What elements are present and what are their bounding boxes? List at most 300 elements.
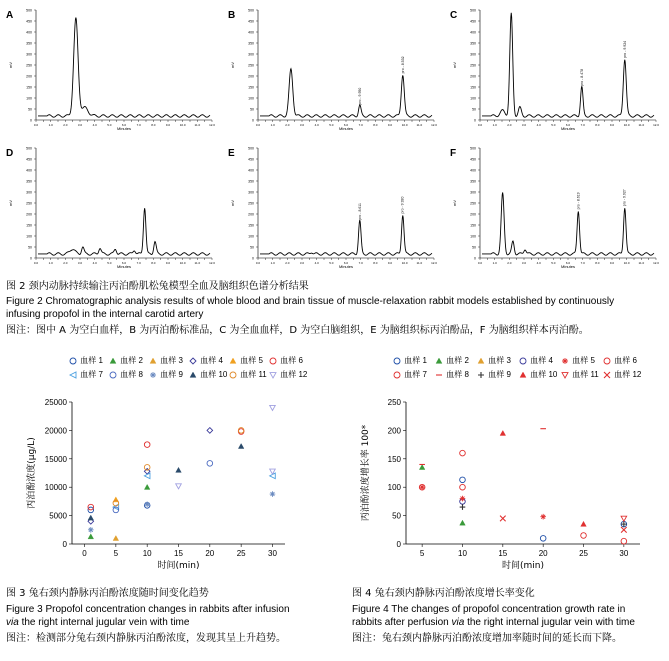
svg-text:250: 250 — [248, 201, 254, 206]
figure4-note: 图注：兔右颈内静脉丙泊酚浓度增加率随时间的延长而下降。 — [352, 633, 622, 644]
svg-text:8.0: 8.0 — [151, 261, 156, 265]
svg-text:7.0: 7.0 — [358, 123, 363, 127]
svg-text:0: 0 — [474, 118, 476, 123]
panel-label: C — [450, 10, 458, 21]
y-tick-label: 25000 — [44, 398, 67, 407]
svg-text:7.0: 7.0 — [358, 261, 363, 265]
svg-text:500: 500 — [470, 8, 476, 13]
svg-text:0.0: 0.0 — [33, 261, 39, 265]
svg-text:11.0: 11.0 — [416, 123, 423, 127]
y-unit-label: mV — [8, 200, 13, 206]
legend-symbol — [228, 356, 238, 366]
svg-text:300: 300 — [248, 190, 254, 195]
data-point — [176, 484, 182, 489]
svg-text:0.0: 0.0 — [255, 123, 261, 127]
data-point — [460, 504, 466, 510]
svg-text:300: 300 — [26, 52, 32, 57]
y-tick-label: 15000 — [44, 454, 67, 464]
data-point — [270, 491, 276, 497]
svg-text:8.0: 8.0 — [595, 261, 600, 265]
legend-symbol — [148, 370, 158, 380]
svg-text:50: 50 — [28, 107, 32, 112]
legend-symbol — [148, 356, 158, 366]
y-tick-label: 250 — [387, 398, 401, 407]
figure2-note: 图注：图中 A 为空白血样，B 为丙泊酚标准品，C 为全血血样，D 为空白脑组织，E 为脑组织标丙泊酚品，F 为脑组织样本丙泊酚。 — [6, 325, 589, 336]
x-unit-label: Minutes — [338, 126, 354, 131]
svg-text:100: 100 — [470, 234, 476, 239]
x-tick-label: 15 — [498, 549, 508, 558]
data-point — [621, 516, 627, 521]
legend-symbol — [188, 356, 198, 366]
svg-text:3.0: 3.0 — [299, 123, 305, 127]
chromatogram-panel-f — [448, 142, 658, 267]
svg-text:300: 300 — [470, 52, 476, 57]
legend-label: 血样 11 — [570, 370, 599, 379]
peak-label: pro - 8.611 — [357, 203, 362, 220]
legend-label: 血样 2 — [444, 356, 469, 365]
legend-symbol — [518, 370, 528, 380]
legend-label: 血样 9 — [486, 370, 511, 379]
legend-item — [108, 369, 143, 380]
svg-text:7.0: 7.0 — [580, 261, 585, 265]
panel-label: B — [228, 10, 236, 21]
data-point — [581, 533, 587, 539]
chromatogram-panel-d — [4, 142, 214, 267]
svg-text:6.0: 6.0 — [565, 123, 571, 127]
legend-label: 血样 5 — [238, 356, 263, 365]
svg-text:5.0: 5.0 — [551, 123, 556, 127]
legend-item — [476, 369, 511, 380]
chromatogram-trace — [448, 4, 658, 129]
y-tick-label: 0 — [396, 540, 401, 549]
svg-text:400: 400 — [248, 30, 254, 35]
data-point — [621, 527, 627, 533]
svg-text:10.0: 10.0 — [623, 261, 630, 265]
svg-text:200: 200 — [470, 212, 476, 217]
legend-label: 血样 8 — [118, 370, 143, 379]
figure4-legend — [392, 355, 652, 395]
peak-label: pro - 8.532 — [400, 56, 405, 74]
svg-text:10.0: 10.0 — [401, 123, 408, 127]
data-point — [460, 450, 466, 456]
data-point — [621, 538, 627, 544]
svg-text:5.0: 5.0 — [551, 261, 556, 265]
svg-text:7.0: 7.0 — [136, 123, 141, 127]
figure4-chart — [340, 390, 669, 590]
x-tick-label: 25 — [236, 549, 246, 558]
svg-text:3.0: 3.0 — [299, 261, 305, 265]
svg-text:150: 150 — [248, 223, 254, 228]
svg-text:1.0: 1.0 — [48, 123, 53, 127]
svg-text:12.0: 12.0 — [431, 123, 437, 127]
svg-text:10.0: 10.0 — [401, 261, 408, 265]
svg-text:9.0: 9.0 — [609, 123, 615, 127]
svg-text:250: 250 — [470, 63, 476, 68]
svg-text:11.0: 11.0 — [638, 123, 645, 127]
data-point — [460, 477, 466, 483]
svg-text:2.0: 2.0 — [507, 261, 512, 265]
x-unit-label: Minutes — [338, 264, 354, 269]
svg-text:4.0: 4.0 — [92, 261, 97, 265]
chromatogram-trace — [4, 142, 214, 267]
svg-text:6.0: 6.0 — [121, 261, 127, 265]
svg-text:0.0: 0.0 — [477, 123, 483, 127]
svg-text:200: 200 — [248, 212, 254, 217]
svg-text:50: 50 — [250, 107, 254, 112]
svg-text:500: 500 — [26, 8, 32, 13]
svg-text:9.0: 9.0 — [609, 261, 615, 265]
peak-label: pro - 9.920 — [400, 196, 405, 214]
figure2-caption-zh: 图 2 颈内动脉持续输注丙泊酚肌松兔模型全血及脑组织色谱分析结果 — [6, 281, 309, 292]
data-point — [207, 461, 213, 467]
svg-text:150: 150 — [470, 223, 476, 228]
trace-line — [38, 18, 210, 118]
legend-item — [268, 355, 303, 366]
svg-text:12.0: 12.0 — [209, 261, 215, 265]
svg-text:10.0: 10.0 — [179, 123, 186, 127]
figure4-caption-rest: the right internal jugular vein with time — [464, 617, 635, 628]
svg-text:50: 50 — [28, 245, 32, 250]
data-point — [460, 496, 466, 502]
svg-text:7.0: 7.0 — [580, 123, 585, 127]
svg-text:12.0: 12.0 — [431, 261, 437, 265]
svg-text:9.0: 9.0 — [387, 123, 393, 127]
svg-text:5.0: 5.0 — [329, 123, 334, 127]
svg-text:400: 400 — [470, 168, 476, 173]
svg-text:6.0: 6.0 — [343, 123, 349, 127]
data-point — [460, 520, 466, 525]
svg-text:200: 200 — [470, 74, 476, 79]
legend-symbol — [108, 356, 118, 366]
legend-label: 血样 3 — [486, 356, 511, 365]
legend-item — [518, 369, 557, 380]
legend-item — [68, 369, 103, 380]
legend-item — [560, 355, 595, 366]
legend-label: 血样 8 — [444, 370, 469, 379]
svg-text:0: 0 — [474, 256, 476, 261]
x-unit-label: Minutes — [116, 126, 132, 131]
legend-symbol — [228, 370, 238, 380]
svg-text:8.0: 8.0 — [595, 123, 600, 127]
svg-text:350: 350 — [470, 41, 476, 46]
data-point — [500, 516, 506, 522]
figure3-note: 图注：检测部分兔右颈内静脉丙泊酚浓度，发现其呈上升趋势。 — [6, 633, 286, 644]
svg-text:400: 400 — [470, 30, 476, 35]
svg-text:300: 300 — [248, 52, 254, 57]
legend-label: 血样 7 — [402, 370, 427, 379]
svg-text:400: 400 — [248, 168, 254, 173]
legend-item — [228, 355, 263, 366]
y-tick-label: 20000 — [44, 426, 67, 436]
y-tick-label: 100 — [387, 483, 401, 493]
svg-text:0: 0 — [252, 118, 254, 123]
legend-label: 血样 5 — [570, 356, 595, 365]
figure3-caption-rest: the right internal jugular vein with time — [18, 617, 190, 628]
svg-text:1.0: 1.0 — [492, 123, 497, 127]
y-unit-label: mV — [452, 62, 457, 68]
legend-item — [268, 369, 307, 380]
data-point — [207, 428, 213, 434]
chromatogram-panel-a — [4, 4, 214, 129]
x-tick-label: 25 — [579, 549, 588, 558]
figure3-legend — [68, 355, 318, 395]
svg-text:6.0: 6.0 — [343, 261, 349, 265]
svg-text:150: 150 — [26, 223, 32, 228]
legend-item — [148, 355, 183, 366]
chromatogram-trace — [226, 4, 436, 129]
svg-text:3.0: 3.0 — [77, 123, 83, 127]
y-tick-label: 150 — [387, 454, 401, 464]
legend-label: 血样 4 — [198, 356, 223, 365]
svg-text:300: 300 — [470, 190, 476, 195]
svg-text:150: 150 — [26, 85, 32, 90]
panel-label: A — [6, 10, 14, 21]
legend-symbol — [602, 356, 612, 366]
svg-text:1.0: 1.0 — [492, 261, 497, 265]
svg-text:12.0: 12.0 — [653, 261, 659, 265]
legend-item — [68, 355, 103, 366]
svg-text:400: 400 — [26, 168, 32, 173]
x-tick-label: 30 — [268, 549, 277, 558]
svg-text:4.0: 4.0 — [536, 261, 541, 265]
svg-text:350: 350 — [26, 41, 32, 46]
svg-text:450: 450 — [26, 157, 32, 162]
legend-label: 血样 4 — [528, 356, 553, 365]
figure3-caption-zh: 图 3 兔右颈内静脉丙泊酚浓度随时间变化趋势 — [6, 588, 209, 599]
legend-symbol — [476, 370, 486, 380]
data-point — [144, 465, 150, 471]
y-axis-label: 丙泊酚浓度(μg/L) — [27, 437, 37, 509]
svg-text:500: 500 — [26, 146, 32, 151]
svg-text:0.0: 0.0 — [255, 261, 261, 265]
legend-symbol — [560, 356, 570, 366]
svg-text:1.0: 1.0 — [48, 261, 53, 265]
peak-label: pro - 9.927 — [622, 189, 627, 207]
legend-symbol — [268, 370, 278, 380]
svg-text:10.0: 10.0 — [179, 261, 186, 265]
figure4-caption-via: via — [451, 617, 465, 628]
x-axis-label: 时间(min) — [502, 561, 544, 571]
figure3-chart — [0, 390, 330, 590]
svg-text:4.0: 4.0 — [314, 123, 319, 127]
chromatogram-trace — [4, 4, 214, 129]
svg-text:50: 50 — [250, 245, 254, 250]
legend-symbol — [602, 370, 612, 380]
peak-label: pro - 8.619 — [576, 192, 581, 210]
svg-text:500: 500 — [248, 146, 254, 151]
svg-text:250: 250 — [470, 201, 476, 206]
legend-label: 血样 9 — [158, 370, 183, 379]
svg-text:0: 0 — [30, 256, 32, 261]
figure3-caption-en-2 — [6, 616, 189, 629]
svg-text:10.0: 10.0 — [623, 123, 630, 127]
y-axis-label: 丙泊酚浓度增长率 100* — [361, 424, 371, 522]
svg-text:11.0: 11.0 — [194, 123, 201, 127]
y-unit-label: mV — [230, 200, 235, 206]
legend-item — [392, 369, 427, 380]
legend-item — [228, 369, 267, 380]
svg-text:350: 350 — [248, 41, 254, 46]
svg-text:8.0: 8.0 — [151, 123, 156, 127]
x-tick-label: 10 — [142, 549, 152, 558]
legend-symbol — [188, 370, 198, 380]
data-point — [176, 467, 182, 472]
svg-text:3.0: 3.0 — [521, 261, 527, 265]
y-tick-label: 200 — [387, 426, 401, 436]
trace-line — [482, 192, 654, 255]
legend-label: 血样 3 — [158, 356, 183, 365]
legend-symbol — [434, 370, 444, 380]
data-point — [88, 527, 94, 533]
data-point — [540, 514, 546, 520]
svg-text:9.0: 9.0 — [165, 261, 171, 265]
svg-text:4.0: 4.0 — [92, 123, 97, 127]
svg-text:3.0: 3.0 — [521, 123, 527, 127]
legend-symbol — [392, 356, 402, 366]
figure4-caption-en-1: Figure 4 The changes of propofol concentration growth rate in — [352, 604, 626, 615]
legend-label: 血样 11 — [238, 370, 267, 379]
svg-text:200: 200 — [26, 74, 32, 79]
legend-symbol — [518, 356, 528, 366]
data-point — [113, 536, 119, 541]
data-point — [144, 442, 150, 448]
legend-symbol — [108, 370, 118, 380]
legend-label: 血样 12 — [612, 370, 642, 379]
data-point — [144, 484, 150, 489]
legend-label: 血样 10 — [528, 370, 558, 379]
svg-text:5.0: 5.0 — [107, 123, 112, 127]
svg-text:12.0: 12.0 — [653, 123, 659, 127]
svg-text:150: 150 — [248, 85, 254, 90]
legend-symbol — [68, 370, 78, 380]
legend-item — [518, 355, 553, 366]
svg-text:6.0: 6.0 — [565, 261, 571, 265]
svg-text:250: 250 — [248, 63, 254, 68]
legend-label: 血样 6 — [612, 356, 637, 365]
legend-symbol — [392, 370, 402, 380]
chromatogram-panel-c — [448, 4, 658, 129]
figure3-caption-en-1: Figure 3 Propofol concentration changes in rabbits after infusion — [6, 604, 290, 615]
legend-label: 血样 6 — [278, 356, 303, 365]
data-point — [581, 521, 587, 526]
figure3-plot — [0, 390, 330, 590]
svg-text:1.0: 1.0 — [270, 261, 275, 265]
legend-item — [476, 355, 511, 366]
y-tick-label: 5000 — [49, 511, 67, 521]
legend-item — [148, 369, 183, 380]
svg-text:7.0: 7.0 — [136, 261, 141, 265]
svg-text:50: 50 — [472, 245, 476, 250]
legend-label: 血样 7 — [78, 370, 103, 379]
x-tick-label: 0 — [82, 549, 87, 558]
legend-label: 血样 10 — [198, 370, 228, 379]
data-point — [88, 534, 94, 539]
figure4-caption-prefix: rabbits after perfusion — [352, 617, 452, 628]
chromatogram-trace — [448, 142, 658, 267]
x-tick-label: 5 — [113, 549, 119, 558]
svg-text:9.0: 9.0 — [165, 123, 171, 127]
legend-item — [188, 369, 227, 380]
svg-text:0.0: 0.0 — [33, 123, 39, 127]
legend-symbol — [68, 356, 78, 366]
svg-text:8.0: 8.0 — [373, 261, 378, 265]
x-tick-label: 30 — [619, 549, 629, 558]
legend-item — [602, 355, 637, 366]
x-tick-label: 10 — [458, 549, 467, 558]
legend-symbol — [560, 370, 570, 380]
trace-line — [482, 13, 654, 117]
legend-item — [434, 355, 469, 366]
svg-text:9.0: 9.0 — [387, 261, 393, 265]
legend-item — [434, 369, 469, 380]
figure4-caption-en-2 — [352, 616, 635, 629]
x-unit-label: Minutes — [560, 126, 576, 131]
svg-text:2.0: 2.0 — [63, 261, 68, 265]
svg-text:350: 350 — [26, 179, 32, 184]
figure2-caption-en-1: Figure 2 Chromatographic analysis results of whole blood and brain tissue of muscle-relaxation rabbit models established by continuously — [6, 296, 615, 307]
svg-text:500: 500 — [470, 146, 476, 151]
trace-line — [260, 215, 432, 255]
data-point — [88, 515, 94, 520]
legend-item — [392, 355, 427, 366]
svg-text:11.0: 11.0 — [194, 261, 201, 265]
y-unit-label: mV — [8, 62, 13, 68]
data-point — [238, 444, 244, 449]
svg-text:2.0: 2.0 — [285, 261, 290, 265]
svg-text:0.0: 0.0 — [477, 261, 483, 265]
legend-label: 血样 1 — [402, 356, 427, 365]
legend-label: 血样 12 — [278, 370, 308, 379]
legend-item — [188, 355, 223, 366]
x-unit-label: Minutes — [116, 264, 132, 269]
chromatogram-trace — [226, 142, 436, 267]
legend-item — [560, 369, 599, 380]
svg-text:12.0: 12.0 — [209, 123, 215, 127]
x-tick-label: 20 — [538, 549, 548, 558]
svg-text:5.0: 5.0 — [107, 261, 112, 265]
svg-text:3.0: 3.0 — [77, 261, 83, 265]
y-unit-label: mV — [452, 200, 457, 206]
svg-text:0: 0 — [252, 256, 254, 261]
figure4-plot — [340, 390, 669, 590]
legend-symbol — [268, 356, 278, 366]
svg-text:450: 450 — [26, 19, 32, 24]
svg-text:500: 500 — [248, 8, 254, 13]
y-tick-label: 0 — [62, 540, 67, 549]
peak-label: pro - 8.478 — [579, 68, 584, 86]
svg-text:300: 300 — [26, 190, 32, 195]
svg-text:2.0: 2.0 — [507, 123, 512, 127]
svg-text:450: 450 — [470, 19, 476, 24]
svg-text:11.0: 11.0 — [416, 261, 423, 265]
legend-item — [108, 355, 143, 366]
svg-text:100: 100 — [248, 96, 254, 101]
svg-text:350: 350 — [248, 179, 254, 184]
svg-text:2.0: 2.0 — [285, 123, 290, 127]
data-point — [540, 536, 546, 542]
y-tick-label: 10000 — [44, 483, 67, 493]
chromatogram-panel-b — [226, 4, 436, 129]
svg-text:4.0: 4.0 — [314, 261, 319, 265]
panel-label: D — [6, 148, 14, 159]
svg-text:200: 200 — [26, 212, 32, 217]
svg-text:1.0: 1.0 — [270, 123, 275, 127]
data-point — [419, 465, 425, 470]
svg-text:250: 250 — [26, 201, 32, 206]
x-unit-label: Minutes — [560, 264, 576, 269]
svg-text:400: 400 — [26, 30, 32, 35]
x-tick-label: 20 — [205, 549, 215, 558]
